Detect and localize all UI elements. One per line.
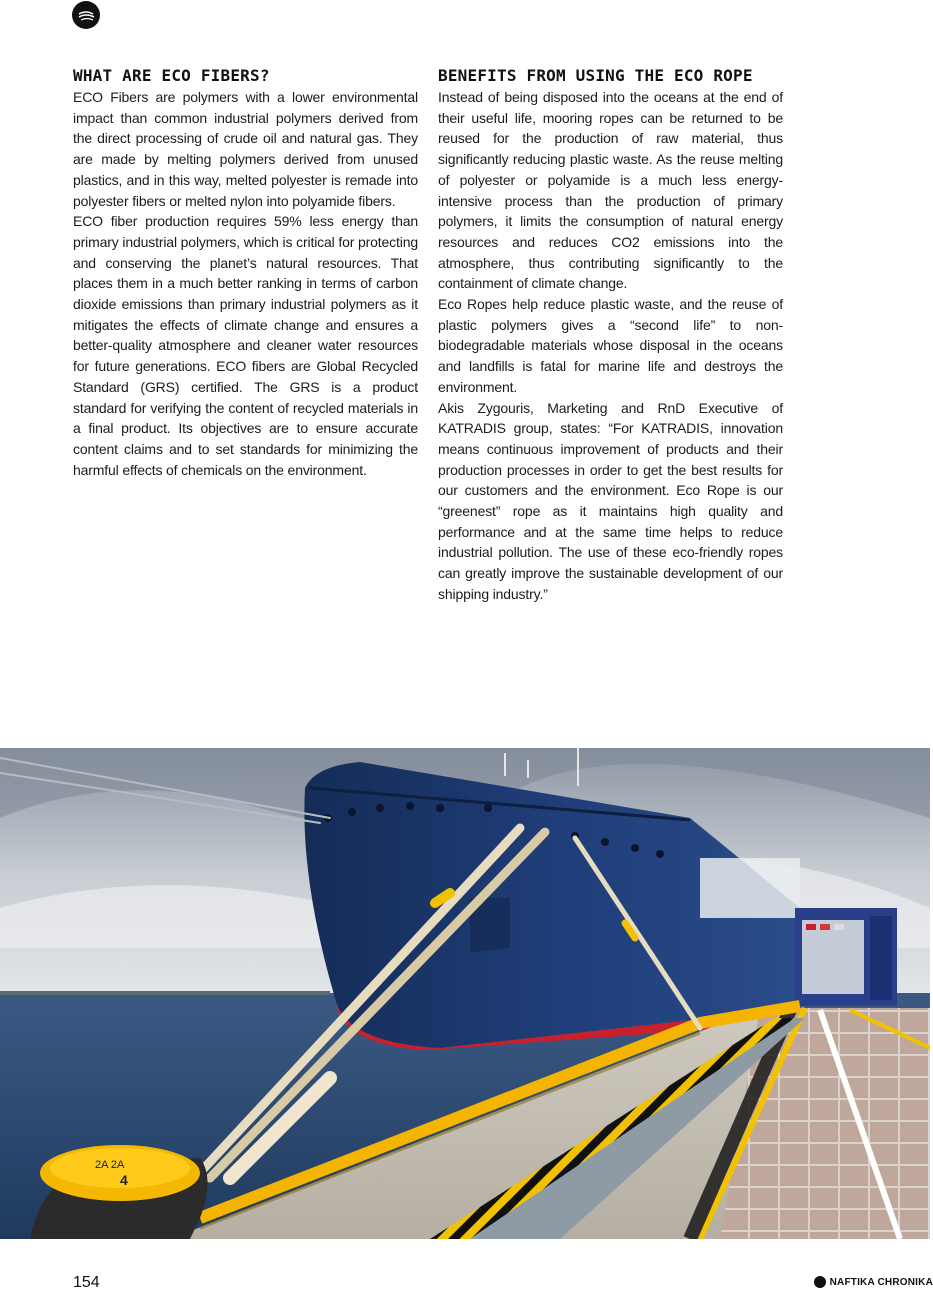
naftika-logo-icon bbox=[814, 1276, 826, 1288]
section-heading-benefits: BENEFITS FROM USING THE ECO ROPE bbox=[438, 66, 753, 85]
paragraph: ECO Fibers are polymers with a lower environmental impact than common industrial polymers derived from the direct processing of crude oil and natural gas. They are made by melting polymers derived from unused plastics, and in this way, melted polyester is remade into polyester fibers or melted nylon into polyamide fibers. bbox=[73, 89, 418, 209]
ship-mooring-photo bbox=[0, 748, 930, 1239]
paragraph: Akis Zygouris, Marketing and RnD Executive of KATRADIS group, states: “For KATRADIS, innovation means continuous improvement of products and their production processes in order to get the best results for our customers and the environment. Eco Rope is our “greenest” rope as it maintains high quality and performance and at the same time helps to reduce industrial pollution. The use of these eco-friendly ropes can greatly improve the sustainable development of our shipping industry.” bbox=[438, 399, 783, 602]
paragraph: Instead of being disposed into the oceans at the end of their useful life, mooring ropes can be returned to be reused for the production of raw material, thus significantly reducing plastic waste. As the reuse melting of polyester or polyamide is a much less energy-intensive process than the production of primary polymers, it limits the consumption of natural energy resources and reduces CO2 emissions into the atmosphere, thus contributing significantly to the containment of climate change. bbox=[438, 89, 783, 292]
terminal-building bbox=[795, 908, 897, 1006]
paragraph: ECO fiber production requires 59% less energy than primary industrial polymers, which is critical for protecting and conserving the planet’s natural resources. That places them in a much better ranking in terms of carbon dioxide emissions than primary industrial polymers as it mitigates the effects of climate change and ensures a better-quality atmosphere and cleaner water resources for future generations. ECO fibers are Global Recycled Standard (GRS) certified. The GRS is a product standard for verifying the content of recycled materials in a final product. Its objectives are to ensure accurate content claims and to set standards for minimizing the harmful effects of chemicals on the environment. bbox=[73, 213, 418, 478]
article-column-right bbox=[438, 66, 783, 605]
footer-brand bbox=[814, 1276, 933, 1288]
publication-title: NAFTIKA CHRONIKA bbox=[829, 1276, 933, 1288]
section-heading-eco-fibers: WHAT ARE ECO FIBERS? bbox=[73, 66, 270, 85]
page-number: 154 bbox=[73, 1274, 100, 1291]
bollard-number: 4 bbox=[120, 1172, 128, 1188]
paragraph: Eco Ropes help reduce plastic waste, and the reuse of plastic polymers gives a “second life” to non-biodegradable materials whose disposal in the oceans and landfills is fatal for marine life and destroys the environment. bbox=[438, 296, 783, 395]
article-column-left bbox=[73, 66, 418, 480]
bollard bbox=[30, 1145, 208, 1239]
naftika-logo-icon bbox=[72, 1, 100, 29]
bollard-label: 2A 2A bbox=[95, 1159, 125, 1171]
